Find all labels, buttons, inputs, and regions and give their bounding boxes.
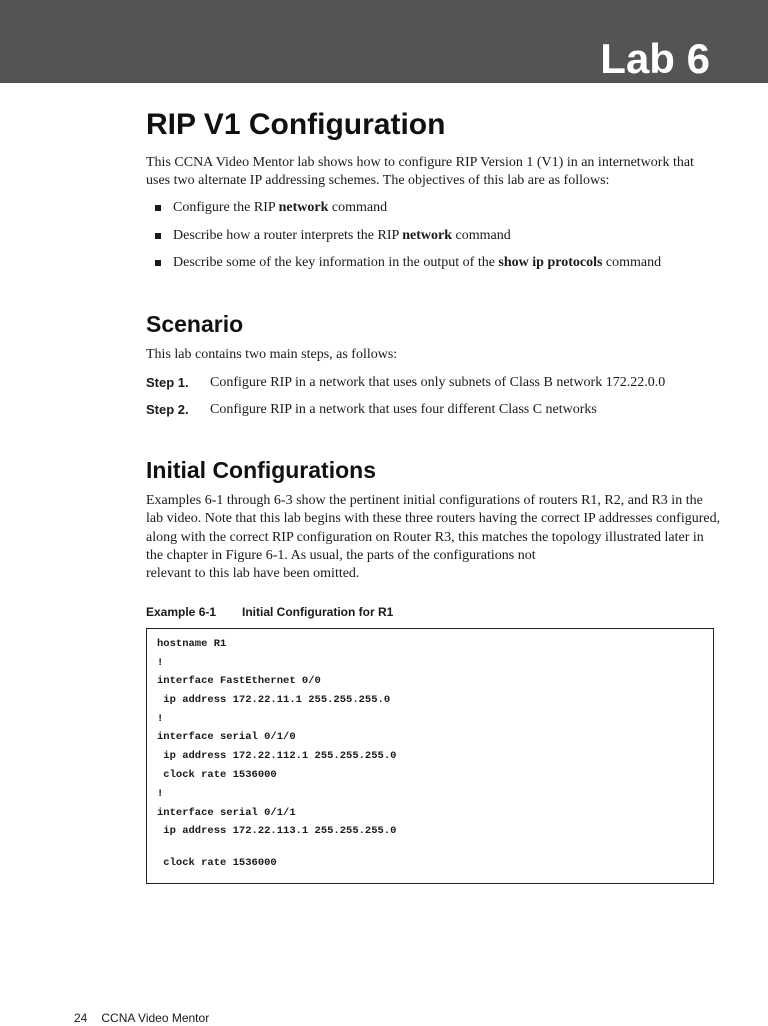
lab-label: Lab 6 [600, 35, 710, 82]
example-caption [146, 604, 394, 620]
paragraph-line: relevant to this lab have been omitted. [146, 566, 360, 582]
list-item [146, 254, 714, 282]
objectives-list [146, 199, 714, 282]
objective-text: Describe some of the key information in the output of the [173, 255, 499, 271]
example-title: Initial Configuration for R1 [242, 605, 394, 619]
list-item [146, 199, 714, 227]
code-line: interface FastEthernet 0/0 [157, 675, 321, 687]
code-line: ! [157, 788, 164, 800]
scenario-heading: Scenario [146, 311, 244, 337]
objective-command: network [402, 227, 453, 243]
page-title: RIP V1 Configuration [146, 108, 446, 141]
chapter-header-bar [0, 0, 768, 83]
code-line: clock rate 1536000 [157, 769, 277, 781]
code-line: ! [157, 713, 164, 725]
paragraph-line: lab video. Note that this lab begins with these three routers having the correct IP addresses configured, [146, 511, 721, 527]
example-number: Example 6-1 [146, 605, 217, 619]
objective-text: command [602, 255, 662, 271]
paragraph-line: the chapter in Figure 6-1. As usual, the parts of the configurations not [146, 547, 536, 563]
scenario-intro: This lab contains two main steps, as follows: [146, 347, 398, 362]
code-listing [146, 628, 714, 884]
code-line: ! [157, 657, 164, 669]
step-label: Step 1. [146, 375, 189, 390]
initial-configurations-paragraph [146, 492, 721, 583]
initial-configurations-heading: Initial Configurations [146, 457, 376, 483]
code-line: ip address 172.22.11.1 255.255.255.0 [157, 694, 391, 706]
code-line: ip address 172.22.113.1 255.255.255.0 [157, 825, 397, 837]
paragraph-line: Examples 6-1 through 6-3 show the pertinent initial configurations of routers R1, R2, and R3 in the [146, 493, 703, 508]
code-line: interface serial 0/1/1 [157, 807, 296, 819]
objective-text: command [452, 227, 511, 243]
objective-command: show ip protocols [498, 255, 603, 271]
objective-command: network [278, 200, 329, 215]
code-line: interface serial 0/1/0 [157, 731, 296, 743]
paragraph-line: along with the correct RIP configuration on Router R3, this matches the topology illustrated later in [146, 529, 704, 545]
step-text: Configure RIP in a network that uses four different Class C networks [210, 402, 597, 417]
square-bullet-icon [155, 233, 161, 239]
page-number: 24 [74, 1011, 88, 1025]
code-line: ip address 172.22.112.1 255.255.255.0 [157, 750, 397, 762]
step-text: Configure RIP in a network that uses only subnets of Class B network 172.22.0.0 [210, 375, 666, 390]
square-bullet-icon [155, 260, 161, 266]
intro-paragraph: This CCNA Video Mentor lab shows how to configure RIP Version 1 (V1) in an internetwork that uses two alternate IP addressing schemes. The objectives of this lab are as follows: [146, 155, 694, 189]
code-line: hostname R1 [157, 638, 227, 650]
list-item [146, 227, 714, 255]
code-line: clock rate 1536000 [157, 857, 277, 869]
objective-text: command [328, 200, 388, 215]
footer-book-title: CCNA Video Mentor [101, 1011, 210, 1025]
step-label: Step 2. [146, 402, 189, 417]
objective-text: Configure the RIP [173, 200, 279, 215]
square-bullet-icon [155, 205, 161, 211]
objective-text: Describe how a router interprets the RIP [173, 227, 403, 243]
